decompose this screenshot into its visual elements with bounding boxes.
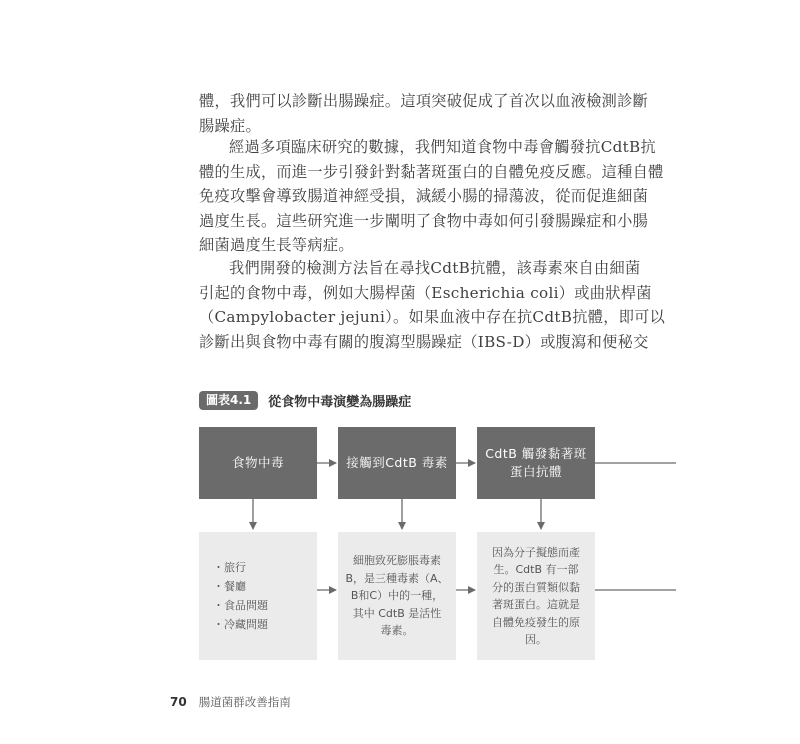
text-line: 診斷出與食物中毒有關的腹瀉型腸躁症（IBS-D）或腹瀉和便秘交	[199, 332, 649, 351]
text-line: 體的生成，而進一步引發針對黏著斑蛋白的自體免疫反應。這種自體	[199, 162, 664, 181]
box-cdtb-antibody	[477, 427, 595, 499]
paragraph-2	[199, 135, 664, 258]
box-label: 接觸到CdtB 毒素	[346, 455, 448, 470]
figure-title: 從食物中毒演變為腸躁症	[268, 394, 412, 410]
text-line: 經過多項臨床研究的數據，我們知道食物中毒會觸發抗CdtB抗	[229, 138, 656, 156]
box-text-line: B，是三種毒素（A、	[345, 571, 449, 585]
text-line: 過度生長。這些研究進一步闡明了食物中毒如何引發腸躁症和小腸	[199, 211, 649, 230]
box-text-line: 其中 CdtB 是活性	[352, 606, 442, 620]
box-text-line: 毒素。	[380, 624, 414, 638]
list-item: ・ 旅行	[213, 558, 268, 577]
box-cdtb-exposure	[338, 427, 456, 499]
causes-list	[213, 558, 268, 634]
list-item: ・ 食品問題	[213, 596, 268, 615]
box-causes-list	[199, 532, 317, 660]
box-food-poisoning	[199, 427, 317, 499]
text-line: 引起的食物中毒，例如大腸桿菌（Escherichia coli）或曲狀桿菌	[199, 283, 652, 302]
text-line: 細菌過度生長等病症。	[199, 236, 354, 254]
page-footer	[170, 694, 291, 710]
box-text-line: 生。CdtB 有一部	[493, 563, 579, 576]
text-line: 我們開發的檢測方法旨在尋找CdtB抗體，該毒素來自由細菌	[229, 259, 641, 277]
text-line: 體，我們可以診斷出腸躁症。這項突破促成了首次以血液檢測診斷	[199, 92, 649, 110]
text-line: 腸躁症。	[199, 116, 261, 135]
box-toxin-description	[338, 532, 456, 660]
box-text-line: 細胞致死膨脹毒素	[352, 554, 441, 568]
figure-tag: 圖表4.1	[199, 391, 258, 410]
box-mimicry-description	[477, 532, 595, 660]
box-label: 食物中毒	[231, 455, 284, 470]
text-line: （Campylobacter jejuni）。如果血液中存在抗CdtB抗體，即可以	[199, 308, 666, 326]
page-number: 70	[170, 695, 187, 709]
running-title: 腸道菌群改善指南	[198, 695, 291, 709]
box-label: CdtB 觸發黏著斑	[485, 446, 587, 461]
list-item: ・ 冷藏問題	[213, 615, 268, 634]
box-text-line: 分的蛋白質類似黏	[492, 580, 580, 594]
text-line: 免疫攻擊會導致腸道神經受損，減緩小腸的掃蕩波，從而促進細菌	[199, 187, 649, 205]
box-text-line: 因為分子擬態而產	[492, 545, 580, 559]
paragraph-3	[199, 256, 666, 354]
box-text-line: 因。	[525, 633, 547, 646]
box-text-line: 自體免疫發生的原	[492, 615, 580, 629]
figure-caption	[199, 390, 411, 410]
paragraph-1	[199, 89, 649, 138]
box-label: 蛋白抗體	[509, 464, 562, 479]
box-text-line: 著斑蛋白。這就是	[492, 598, 580, 611]
list-item: ・ 餐廳	[213, 577, 268, 596]
box-text-line: B和C）中的一種，	[350, 589, 444, 603]
